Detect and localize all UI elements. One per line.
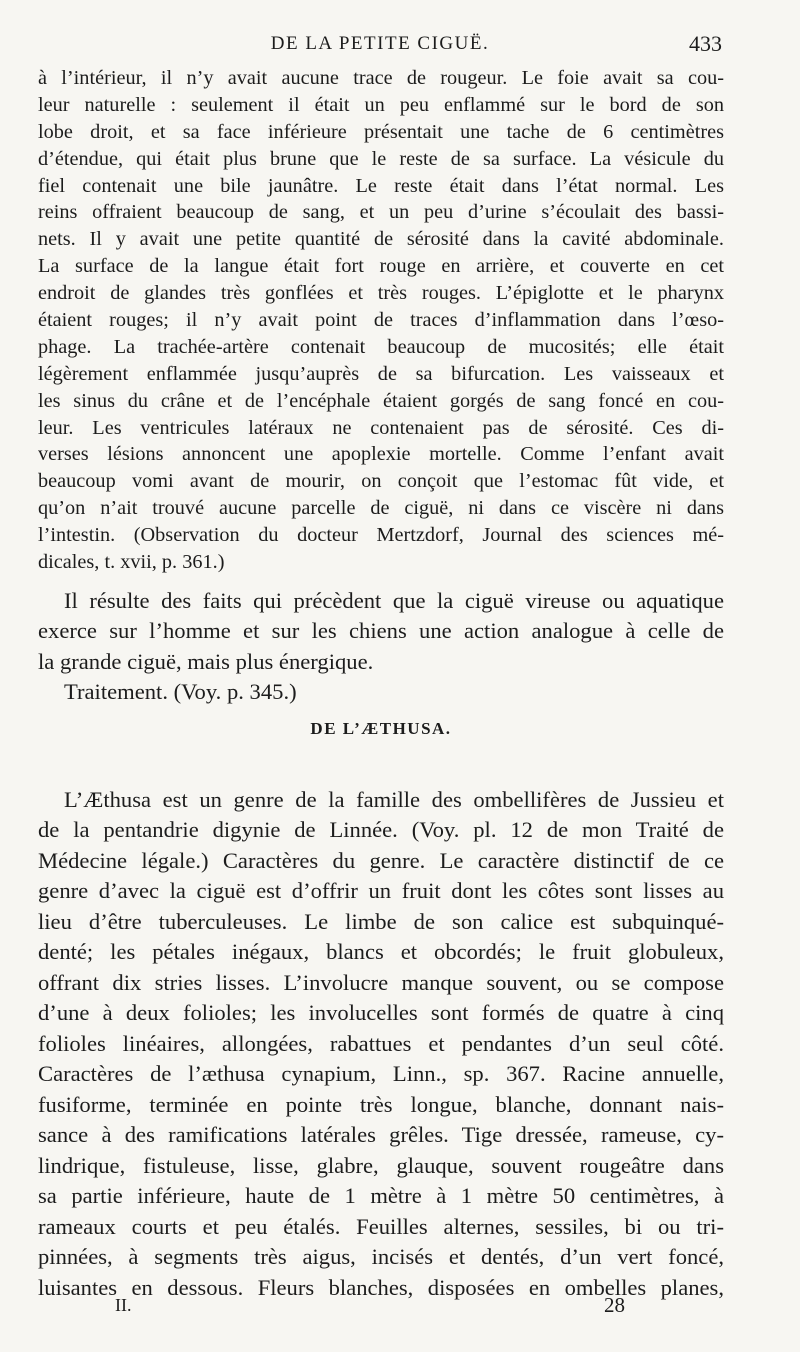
paragraph-autopsy (38, 65, 724, 576)
text-line: luisantes en dessous. Fleurs blanches, disposées en ombelles planes, (38, 1274, 724, 1300)
text-line: d’étendue, qui était plus brune que le reste de sa surface. La vésicule du (38, 147, 724, 170)
text-line: lobe droit, et sa face inférieure présentait une tache de 6 centimètres (38, 120, 724, 143)
running-title: DE LA PETITE CIGUË. (270, 33, 490, 54)
text-line: Il résulte des faits qui précèdent que la ciguë vireuse ou aquatique (64, 587, 724, 613)
text-line: la grande ciguë, mais plus énergique. (38, 648, 374, 674)
text-line: dicales, t. xvii, p. 361.) (38, 551, 225, 574)
text-line: La surface de la langue était fort rouge en arrière, et couverte en cet (38, 255, 724, 278)
text-line: pinnées, à segments très aigus, incisés et dentés, d’un vert foncé, (38, 1244, 724, 1270)
text-line: Médecine légale.) Caractères du genre. Le caractère distinctif de ce (38, 847, 724, 873)
section-heading-wrap (38, 708, 724, 750)
text-line: leur. Les ventricules latéraux ne contenaient pas de sérosité. Ces di- (38, 416, 724, 439)
text-line: exerce sur l’homme et sur les chiens une action analogue à celle de (38, 618, 724, 644)
text-line: endroit de glandes très gonflées et très rouges. L’épiglotte et le pharynx (38, 282, 724, 305)
text-line: étaient rouges; il n’y avait point de traces d’inflammation dans l’œso- (38, 309, 724, 332)
text-line: de la pentandrie digynie de Linnée. (Voy. pl. 12 de mon Traité de (38, 817, 724, 843)
paragraph-aethusa (38, 785, 724, 1304)
text-line: sa partie inférieure, haute de 1 mètre à 1 mètre 50 centimètres, à (38, 1183, 724, 1209)
text-line: l’intestin. (Observation du docteur Mertzdorf, Journal des sciences mé- (38, 524, 724, 547)
page-number: 433 (689, 31, 722, 56)
text-line: à l’intérieur, il n’y avait aucune trace de rougeur. Le foie avait sa cou- (38, 67, 724, 89)
text-line: verses lésions annoncent une apoplexie mortelle. Comme l’enfant avait (38, 443, 724, 466)
treatment-line: Traitement. (Voy. p. 345.) (64, 679, 297, 705)
text-line: beaucoup vomi avant de mourir, on conçoit que l’estomac fût vide, et (38, 470, 724, 493)
text-line: offrant dix stries lisses. L’involucre manque souvent, ou se compose (38, 969, 724, 995)
text-line: fiel contenait une bile jaunâtre. Le reste était dans l’état normal. Les (38, 174, 724, 197)
text-line: leur naturelle : seulement il était un peu enflammé sur le bord de son (38, 93, 724, 116)
text-line: les sinus du crâne et de l’encéphale étaient gorgés de sang foncé en cou- (38, 389, 724, 412)
text-line: Caractères de l’æthusa cynapium, Linn., sp. 367. Racine annuelle, (38, 1061, 724, 1087)
text-line: légèrement enflammée jusqu’auprès de sa bifurcation. Les vaisseaux et (38, 362, 724, 385)
text-line: reins offraient beaucoup de sang, et un peu d’urine s’écoulait des bassi- (38, 201, 724, 224)
text-line: denté; les pétales inégaux, blancs et obcordés; le fruit globuleux, (38, 939, 724, 965)
text-line: rameaux courts et peu étalés. Feuilles alternes, sessiles, bi ou tri- (38, 1213, 724, 1239)
paragraph-conclusion (38, 586, 724, 708)
page-footer (115, 1295, 625, 1325)
text-line: qu’on n’ait trouvé aucune parcelle de ciguë, ni dans ce viscère ni dans (38, 497, 724, 520)
text-line: d’une à deux folioles; les involucelles sont formés de quatre à cinq (38, 1000, 724, 1026)
text-line: nets. Il y avait une petite quantité de sérosité dans la cavité abdominale. (38, 228, 724, 251)
text-line: L’Æthusa est un genre de la famille des ombellifères de Jussieu et (64, 786, 724, 812)
text-line: lieu d’être tuberculeuses. Le limbe de son calice est subquinqué- (38, 908, 724, 934)
text-line: folioles linéaires, allongées, rabattues et pendantes d’un seul côté. (38, 1030, 724, 1056)
page-header (38, 33, 722, 63)
signature-mark: II. (115, 1295, 132, 1315)
text-line: fusiforme, terminée en pointe très longue, blanche, donnant nais- (38, 1091, 724, 1117)
text-line: genre d’avec la ciguë est d’offrir un fruit dont les côtes sont lisses au (38, 878, 724, 904)
sheet-number: 28 (604, 1293, 625, 1317)
text-line: phage. La trachée-artère contenait beaucoup de mucosités; elle était (38, 335, 724, 358)
section-heading: DE L’ÆTHUSA. (310, 718, 452, 738)
text-line: lindrique, fistuleuse, lisse, glabre, glauque, souvent rougeâtre dans (38, 1152, 724, 1178)
page-body (38, 65, 724, 1303)
text-line: sance à des ramifications latérales grêles. Tige dressée, rameuse, cy- (38, 1122, 724, 1148)
